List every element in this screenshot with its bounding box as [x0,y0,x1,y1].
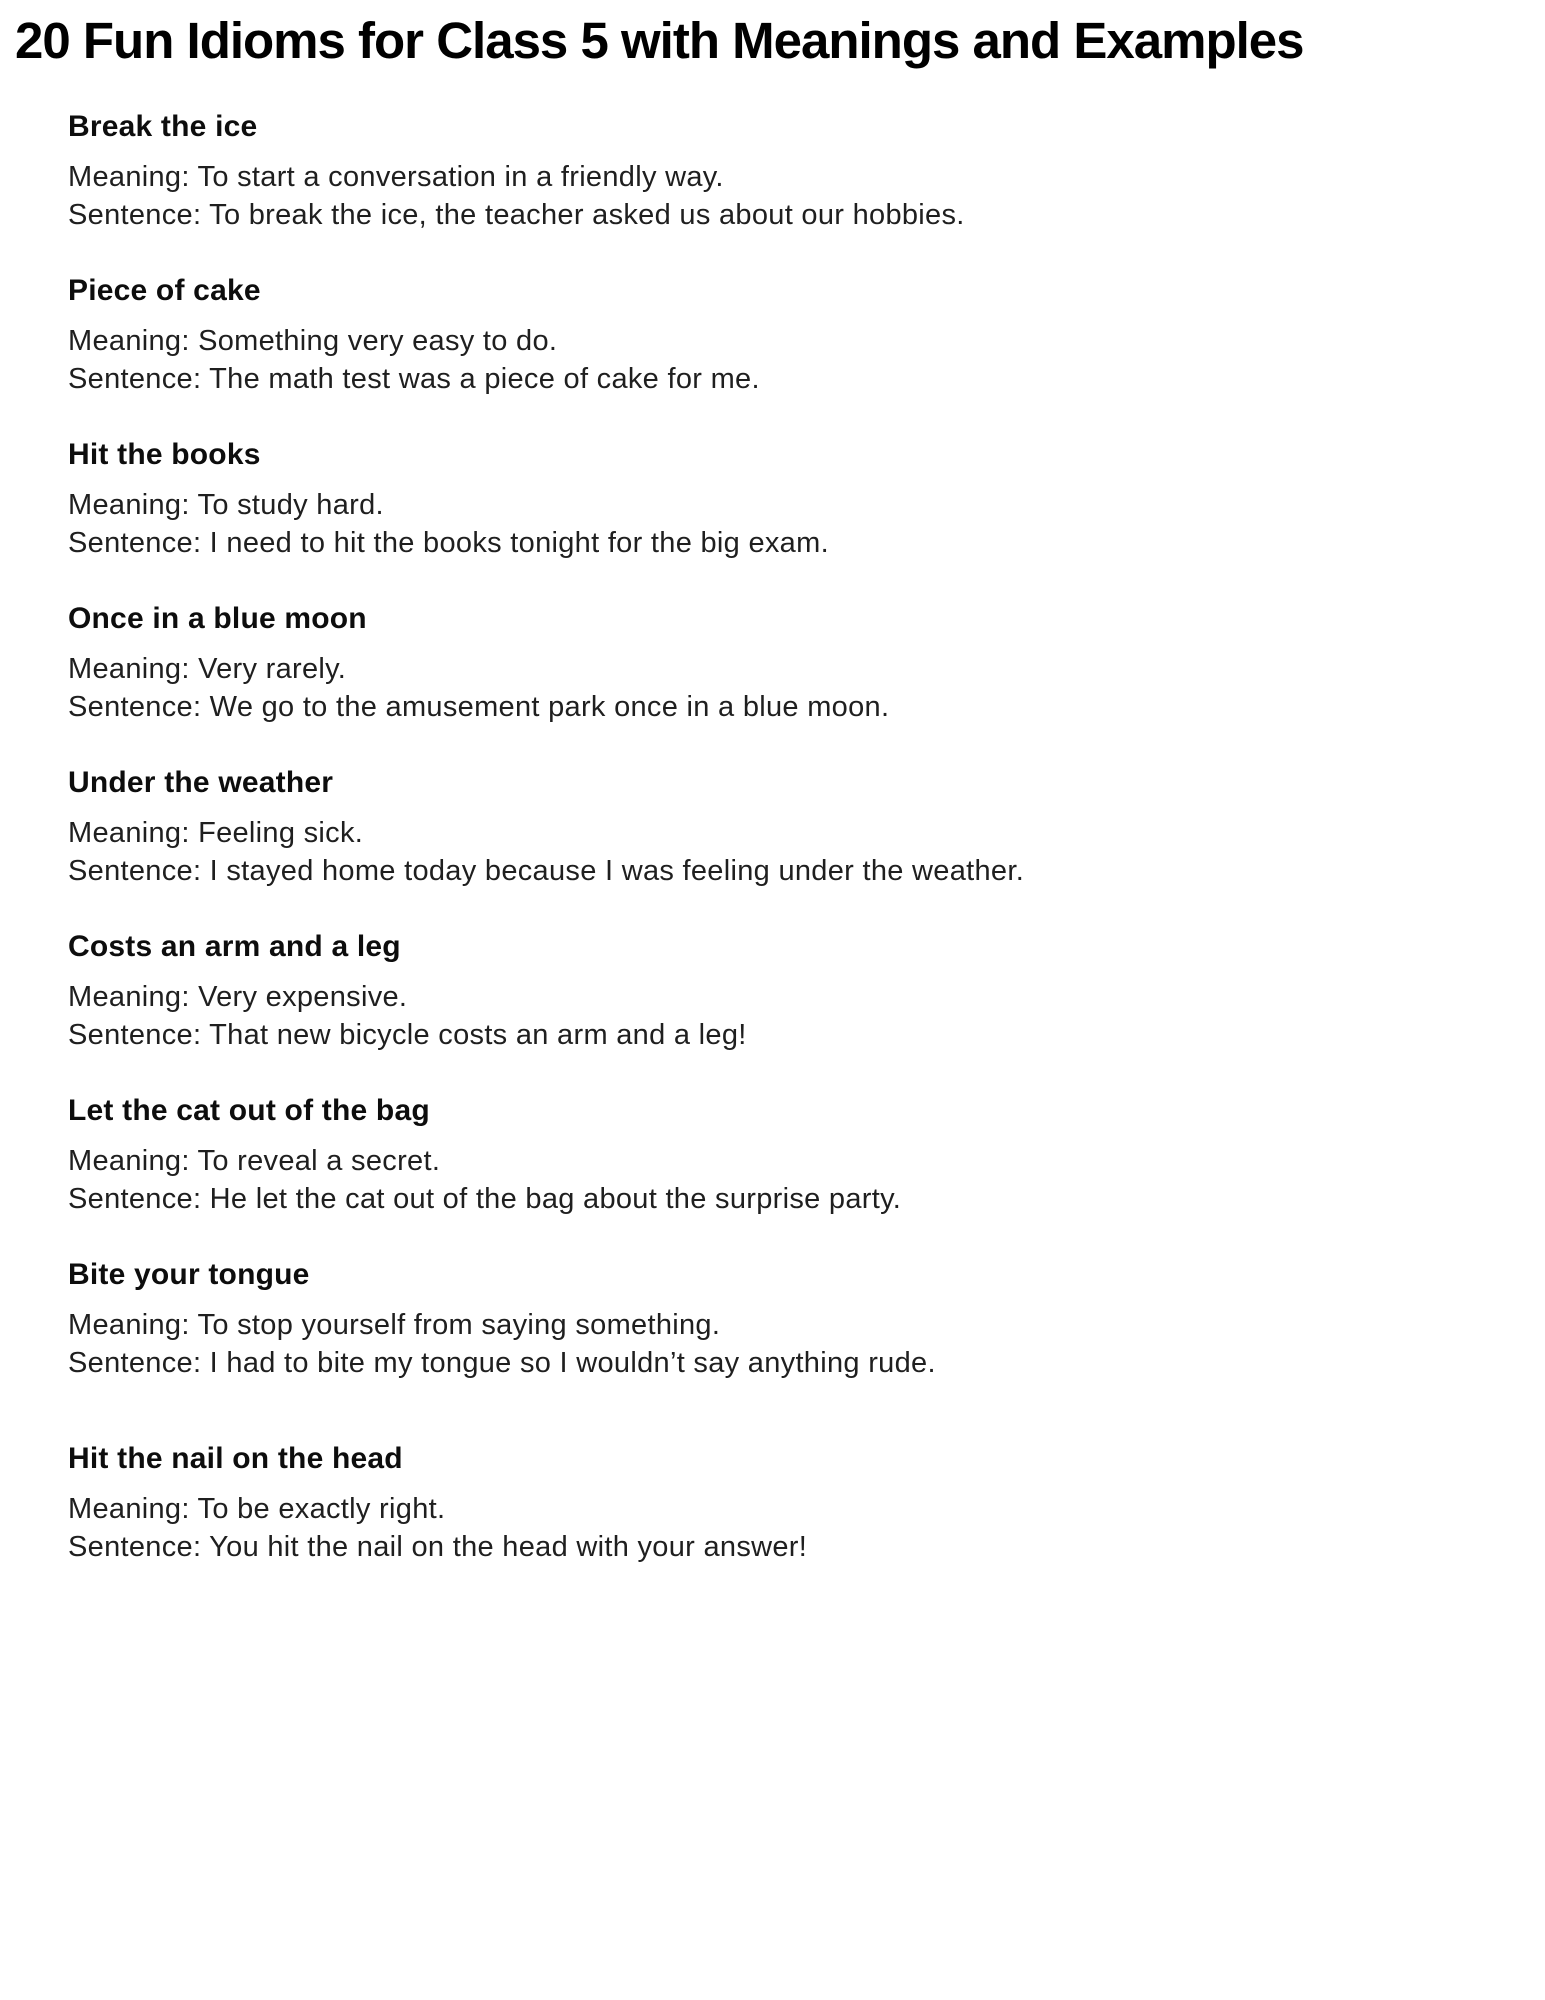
meaning-label: Meaning: [68,325,190,357]
idiom-meaning-line [68,1306,1490,1344]
idiom-meaning-line [68,978,1490,1016]
idiom-name: Bite your tongue [68,1258,310,1291]
sentence-label: Sentence: [68,1019,202,1051]
idiom-section-under-the-weather [68,766,1490,890]
idiom-sentence-line [68,1180,1490,1218]
meaning-text: Very rarely. [198,653,347,685]
page-title: 20 Fun Idioms for Class 5 with Meanings and Examples [15,12,1304,69]
sentence-text: The math test was a piece of cake for me. [209,363,760,395]
sentence-text: You hit the nail on the head with your answer! [209,1531,808,1563]
idiom-section-hit-the-nail-on-the-head [68,1442,1490,1566]
sentence-label: Sentence: [68,691,202,723]
sentence-text: I stayed home today because I was feeling under the weather. [209,855,1025,887]
idiom-name: Costs an arm and a leg [68,930,401,963]
sentence-text: That new bicycle costs an arm and a leg! [209,1019,747,1051]
meaning-text: To be exactly right. [197,1493,446,1525]
sentence-text: I need to hit the books tonight for the big exam. [209,527,829,559]
idiom-name: Once in a blue moon [68,602,367,635]
idiom-sentence-line [68,524,1490,562]
idiom-sentence-line [68,196,1490,234]
idiom-meaning-line [68,1142,1490,1180]
idiom-section-hit-the-books [68,438,1490,562]
meaning-text: Something very easy to do. [198,325,558,357]
idiom-section-once-in-a-blue-moon [68,602,1490,726]
sentence-label: Sentence: [68,527,202,559]
meaning-label: Meaning: [68,161,190,193]
sentence-text: I had to bite my tongue so I wouldn’t say anything rude. [209,1347,936,1379]
meaning-text: To start a conversation in a friendly way. [197,161,724,193]
meaning-text: To reveal a secret. [197,1145,441,1177]
meaning-label: Meaning: [68,1145,190,1177]
sentence-label: Sentence: [68,363,202,395]
idiom-meaning-line [68,486,1490,524]
idiom-section-costs-an-arm-and-a-leg [68,930,1490,1054]
idiom-section-piece-of-cake [68,274,1490,398]
meaning-text: Very expensive. [198,981,408,1013]
sentence-label: Sentence: [68,1183,202,1215]
idiom-section-let-the-cat-out-of-the-bag [68,1094,1490,1218]
idiom-sentence-line [68,360,1490,398]
idiom-sentence-line [68,688,1490,726]
meaning-label: Meaning: [68,1493,190,1525]
idiom-sentence-line [68,1016,1490,1054]
idiom-name: Hit the books [68,438,261,471]
meaning-text: To stop yourself from saying something. [197,1309,721,1341]
sentence-label: Sentence: [68,199,202,231]
sentence-text: To break the ice, the teacher asked us about our hobbies. [209,199,965,231]
idiom-meaning-line [68,814,1490,852]
idiom-name: Let the cat out of the bag [68,1094,430,1127]
idiom-meaning-line [68,650,1490,688]
meaning-text: Feeling sick. [198,817,364,849]
idiom-list [0,74,1545,1566]
idiom-section-break-the-ice [68,110,1490,234]
idiom-meaning-line [68,158,1490,196]
sentence-label: Sentence: [68,1347,202,1379]
meaning-text: To study hard. [197,489,384,521]
meaning-label: Meaning: [68,1309,190,1341]
idiom-sentence-line [68,852,1490,890]
meaning-label: Meaning: [68,981,190,1013]
idiom-name: Under the weather [68,766,334,799]
meaning-label: Meaning: [68,489,190,521]
idiom-name: Hit the nail on the head [68,1442,403,1475]
idiom-name: Piece of cake [68,274,261,307]
idiom-meaning-line [68,322,1490,360]
sentence-label: Sentence: [68,855,202,887]
idiom-name: Break the ice [68,110,258,143]
sentence-label: Sentence: [68,1531,202,1563]
idiom-section-bite-your-tongue [68,1258,1490,1382]
sentence-text: We go to the amusement park once in a blue moon. [209,691,890,723]
idiom-sentence-line [68,1528,1490,1566]
idiom-meaning-line [68,1490,1490,1528]
meaning-label: Meaning: [68,653,190,685]
meaning-label: Meaning: [68,817,190,849]
sentence-text: He let the cat out of the bag about the surprise party. [209,1183,902,1215]
idiom-sentence-line [68,1344,1490,1382]
